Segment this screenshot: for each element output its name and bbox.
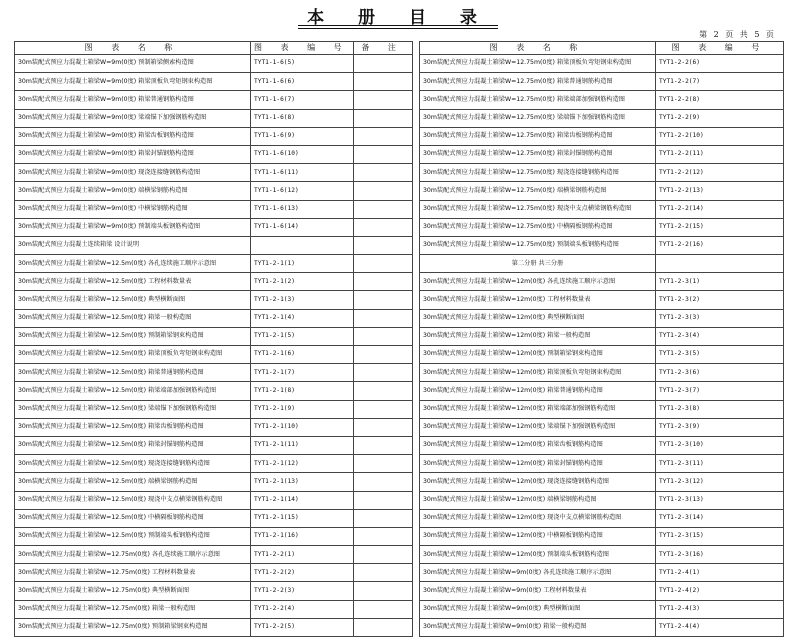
- right-cell-code: TYT1-2-3(7): [656, 382, 784, 400]
- left-cell-code: TYT1-2-1(2): [251, 273, 354, 291]
- left-cell-note: [353, 527, 412, 545]
- left-cell-name: 30m装配式预应力混凝土箱梁W=9m(0度) 箱梁封锚钢筋构造图: [15, 145, 251, 163]
- left-cell-name: 30m装配式预应力混凝土箱梁W=12.5m(0度) 预制箱梁钢束构造图: [15, 327, 251, 345]
- left-cell-name: 30m装配式预应力混凝土箱梁W=9m(0度) 现浇连接缝钢筋构造图: [15, 164, 251, 182]
- table-row: [15, 273, 413, 291]
- right-cell-code: TYT1-2-2(12): [656, 164, 784, 182]
- right-cell-name: 30m装配式预应力混凝土箱梁W=9m(0度) 各孔连续施工顺序示意图: [420, 564, 656, 582]
- left-cell-name: 30m装配式预应力混凝土箱梁W=12.5m(0度) 箱梁顶板负弯矩钢束构造图: [15, 346, 251, 364]
- left-cell-code: TYT1-2-1(11): [251, 436, 354, 454]
- left-cell-name: 30m装配式预应力混凝土箱梁W=12.5m(0度) 箱梁一般构造图: [15, 309, 251, 327]
- table-row: [420, 436, 784, 454]
- right-cell-code: TYT1-2-3(14): [656, 509, 784, 527]
- left-cell-name: 30m装配式预应力混凝土箱梁W=9m(0度) 箱梁顶板负弯矩钢束构造图: [15, 73, 251, 91]
- right-cell-code: TYT1-2-2(6): [656, 55, 784, 73]
- left-cell-note: [353, 200, 412, 218]
- left-cell-note: [353, 546, 412, 564]
- left-cell-note: [353, 73, 412, 91]
- right-cell-name: 30m装配式预应力混凝土箱梁W=12.75m(0度) 预制端头板钢筋构造图: [420, 236, 656, 254]
- right-cell-code: TYT1-2-2(8): [656, 91, 784, 109]
- left-cell-code: TYT1-2-1(14): [251, 491, 354, 509]
- left-cell-code: TYT1-2-1(13): [251, 473, 354, 491]
- left-cell-name: 30m装配式预应力混凝土箱梁W=9m(0度) 预制箱梁侧索构造图: [15, 55, 251, 73]
- table-row: [420, 145, 784, 163]
- left-index-table: [14, 41, 413, 637]
- right-cell-name: 30m装配式预应力混凝土箱梁W=12m(0度) 典型横断面图: [420, 309, 656, 327]
- right-cell-name: 30m装配式预应力混凝土箱梁W=12.75m(0度) 现浇中支点横梁钢筋构造图: [420, 200, 656, 218]
- right-cell-name: 30m装配式预应力混凝土箱梁W=12m(0度) 现浇连接缝钢筋构造图: [420, 473, 656, 491]
- right-cell-name: 30m装配式预应力混凝土箱梁W=12m(0度) 梁端锚下加强钢筋构造图: [420, 418, 656, 436]
- table-row: [420, 218, 784, 236]
- left-cell-note: [353, 582, 412, 600]
- left-cell-code: TYT1-2-1(5): [251, 327, 354, 345]
- left-cell-name: 30m装配式预应力混凝土箱梁W=12.75m(0度) 各孔连续施工顺序示意图: [15, 546, 251, 564]
- left-cell-name: 30m装配式预应力混凝土箱梁W=9m(0度) 梁端锚下加强钢筋构造图: [15, 109, 251, 127]
- table-row: [15, 600, 413, 618]
- left-cell-note: [353, 364, 412, 382]
- left-cell-note: [353, 600, 412, 618]
- left-cell-name: 30m装配式预应力混凝土箱梁W=9m(0度) 中横梁钢筋构造图: [15, 200, 251, 218]
- left-cell-code: TYT1-1-6(12): [251, 182, 354, 200]
- table-row: [15, 55, 413, 73]
- table-row: [15, 364, 413, 382]
- title-underline-2: [298, 28, 498, 29]
- left-cell-note: [353, 382, 412, 400]
- right-cell-code: TYT1-2-2(14): [656, 200, 784, 218]
- table-row: [15, 91, 413, 109]
- left-cell-name: 30m装配式预应力混凝土箱梁W=12.75m(0度) 箱梁一般构造图: [15, 600, 251, 618]
- right-cell-code: TYT1-2-4(3): [656, 600, 784, 618]
- table-row: [420, 418, 784, 436]
- table-row: [420, 527, 784, 545]
- right-cell-name: 30m装配式预应力混凝土箱梁W=12m(0度) 工程材料数量表: [420, 291, 656, 309]
- table-row: [420, 291, 784, 309]
- table-row: [420, 182, 784, 200]
- left-cell-note: [353, 400, 412, 418]
- left-cell-note: [353, 218, 412, 236]
- right-cell-code: TYT1-2-2(9): [656, 109, 784, 127]
- left-cell-note: [353, 618, 412, 636]
- left-cell-code: TYT1-2-1(8): [251, 382, 354, 400]
- right-cell-name: 30m装配式预应力混凝土箱梁W=12m(0度) 箱梁一般构造图: [420, 327, 656, 345]
- table-row: [420, 618, 784, 636]
- left-header-note: 备 注: [353, 42, 412, 55]
- table-row: [15, 218, 413, 236]
- table-row: [420, 73, 784, 91]
- left-cell-name: 30m装配式预应力混凝土箱梁W=12.5m(0度) 箱梁齿板钢筋构造图: [15, 418, 251, 436]
- table-row: [420, 600, 784, 618]
- left-cell-name: 30m装配式预应力混凝土箱梁W=12.5m(0度) 预制端头板钢筋构造图: [15, 527, 251, 545]
- table-row: [15, 236, 413, 254]
- table-row: [420, 273, 784, 291]
- left-cell-code: TYT1-1-6(10): [251, 145, 354, 163]
- left-cell-code: TYT1-1-6(14): [251, 218, 354, 236]
- table-row: [15, 491, 413, 509]
- left-cell-code: TYT1-2-1(10): [251, 418, 354, 436]
- right-cell-code: TYT1-2-4(2): [656, 582, 784, 600]
- right-cell-code: TYT1-2-4(1): [656, 564, 784, 582]
- left-cell-code: TYT1-2-1(3): [251, 291, 354, 309]
- table-row: [15, 145, 413, 163]
- left-cell-code: [251, 236, 354, 254]
- right-cell-name: 30m装配式预应力混凝土箱梁W=12m(0度) 端横梁钢筋构造图: [420, 491, 656, 509]
- table-row: [15, 618, 413, 636]
- right-header-row: [420, 42, 784, 55]
- table-row: [420, 55, 784, 73]
- right-cell-name: 30m装配式预应力混凝土箱梁W=12.75m(0度) 现浇连接缝钢筋构造图: [420, 164, 656, 182]
- table-row: [15, 200, 413, 218]
- left-cell-note: [353, 491, 412, 509]
- left-cell-name: 30m装配式预应力混凝土箱梁W=12.5m(0度) 箱梁普通钢筋构造图: [15, 364, 251, 382]
- left-cell-code: TYT1-2-2(4): [251, 600, 354, 618]
- left-cell-note: [353, 273, 412, 291]
- left-cell-name: 30m装配式预应力混凝土连续箱梁 设计说明: [15, 236, 251, 254]
- left-cell-code: TYT1-2-1(15): [251, 509, 354, 527]
- left-cell-name: 30m装配式预应力混凝土箱梁W=12.5m(0度) 端横梁钢筋构造图: [15, 473, 251, 491]
- left-cell-note: [353, 127, 412, 145]
- right-cell-name: 30m装配式预应力混凝土箱梁W=12.75m(0度) 梁端锚下加强钢筋构造图: [420, 109, 656, 127]
- table-row: [15, 436, 413, 454]
- right-cell-name: 第二分册 共三分册: [420, 255, 656, 273]
- right-cell-code: TYT1-2-3(6): [656, 364, 784, 382]
- left-cell-name: 30m装配式预应力混凝土箱梁W=12.5m(0度) 现浇连接缝钢筋构造图: [15, 455, 251, 473]
- table-row: [15, 473, 413, 491]
- right-cell-name: 30m装配式预应力混凝土箱梁W=12m(0度) 箱梁普通钢筋构造图: [420, 382, 656, 400]
- left-cell-note: [353, 455, 412, 473]
- right-cell-code: TYT1-2-3(15): [656, 527, 784, 545]
- table-row: [420, 564, 784, 582]
- right-cell-name: 30m装配式预应力混凝土箱梁W=12m(0度) 现浇中支点横梁钢筋构造图: [420, 509, 656, 527]
- right-cell-code: TYT1-2-3(1): [656, 273, 784, 291]
- table-row: [15, 327, 413, 345]
- right-cell-name: 30m装配式预应力混凝土箱梁W=12m(0度) 预制端头板钢筋构造图: [420, 546, 656, 564]
- title-underline: [298, 25, 498, 26]
- table-row: [15, 527, 413, 545]
- right-cell-name: 30m装配式预应力混凝土箱梁W=12m(0度) 中横隔板钢筋构造图: [420, 527, 656, 545]
- left-cell-note: [353, 145, 412, 163]
- right-cell-name: 30m装配式预应力混凝土箱梁W=12m(0度) 箱梁封锚钢筋构造图: [420, 455, 656, 473]
- left-cell-name: 30m装配式预应力混凝土箱梁W=12.5m(0度) 箱梁端部加强钢筋构造图: [15, 382, 251, 400]
- table-row: [420, 473, 784, 491]
- left-cell-code: TYT1-2-2(2): [251, 564, 354, 582]
- table-row: [15, 509, 413, 527]
- left-cell-note: [353, 255, 412, 273]
- table-row: [15, 182, 413, 200]
- right-cell-code: TYT1-2-3(4): [656, 327, 784, 345]
- table-row: [15, 382, 413, 400]
- table-row: [15, 291, 413, 309]
- left-cell-code: TYT1-1-6(9): [251, 127, 354, 145]
- left-cell-code: TYT1-2-1(9): [251, 400, 354, 418]
- left-cell-code: TYT1-2-2(1): [251, 546, 354, 564]
- right-cell-code: TYT1-2-3(2): [656, 291, 784, 309]
- left-cell-code: TYT1-1-6(7): [251, 91, 354, 109]
- left-cell-name: 30m装配式预应力混凝土箱梁W=9m(0度) 端横梁钢筋构造图: [15, 182, 251, 200]
- page-info: 第 2 页 共 5 页: [699, 30, 776, 39]
- table-row: [420, 546, 784, 564]
- left-cell-note: [353, 109, 412, 127]
- table-row: [15, 455, 413, 473]
- table-row: [15, 309, 413, 327]
- table-row: [15, 418, 413, 436]
- table-row: [420, 255, 784, 273]
- table-row: [15, 346, 413, 364]
- right-cell-code: TYT1-2-2(15): [656, 218, 784, 236]
- left-cell-name: 30m装配式预应力混凝土箱梁W=12.75m(0度) 工程材料数量表: [15, 564, 251, 582]
- left-cell-name: 30m装配式预应力混凝土箱梁W=12.75m(0度) 预制箱梁钢束构造图: [15, 618, 251, 636]
- table-row: [420, 346, 784, 364]
- right-cell-code: TYT1-2-3(5): [656, 346, 784, 364]
- right-cell-code: TYT1-2-2(16): [656, 236, 784, 254]
- right-cell-name: 30m装配式预应力混凝土箱梁W=12m(0度) 预制箱梁钢束构造图: [420, 346, 656, 364]
- right-cell-name: 30m装配式预应力混凝土箱梁W=9m(0度) 工程材料数量表: [420, 582, 656, 600]
- left-cell-name: 30m装配式预应力混凝土箱梁W=9m(0度) 预制端头板钢筋构造图: [15, 218, 251, 236]
- table-row: [420, 400, 784, 418]
- table-row: [15, 564, 413, 582]
- table-row: [15, 546, 413, 564]
- left-cell-name: 30m装配式预应力混凝土箱梁W=12.5m(0度) 工程材料数量表: [15, 273, 251, 291]
- left-cell-code: TYT1-2-1(4): [251, 309, 354, 327]
- table-row: [420, 164, 784, 182]
- left-cell-note: [353, 327, 412, 345]
- table-row: [420, 309, 784, 327]
- left-cell-note: [353, 418, 412, 436]
- table-row: [420, 327, 784, 345]
- left-cell-note: [353, 182, 412, 200]
- left-cell-note: [353, 164, 412, 182]
- right-cell-name: 30m装配式预应力混凝土箱梁W=12.75m(0度) 端横梁钢筋构造图: [420, 182, 656, 200]
- table-row: [15, 109, 413, 127]
- table-row: [420, 91, 784, 109]
- left-cell-code: TYT1-1-6(11): [251, 164, 354, 182]
- right-cell-name: 30m装配式预应力混凝土箱梁W=12.75m(0度) 箱梁顶板负弯矩钢束构造图: [420, 55, 656, 73]
- left-header-code: 图 表 编 号: [251, 42, 354, 55]
- right-cell-code: TYT1-2-2(7): [656, 73, 784, 91]
- right-cell-name: 30m装配式预应力混凝土箱梁W=12.75m(0度) 中横隔板钢筋构造图: [420, 218, 656, 236]
- table-row: [420, 455, 784, 473]
- left-cell-note: [353, 309, 412, 327]
- table-row: [420, 127, 784, 145]
- left-cell-note: [353, 236, 412, 254]
- right-cell-code: TYT1-2-2(11): [656, 145, 784, 163]
- table-row: [420, 382, 784, 400]
- left-cell-name: 30m装配式预应力混凝土箱梁W=12.5m(0度) 梁端锚下加强钢筋构造图: [15, 400, 251, 418]
- table-row: [15, 73, 413, 91]
- right-cell-code: TYT1-2-3(8): [656, 400, 784, 418]
- right-cell-name: 30m装配式预应力混凝土箱梁W=12m(0度) 各孔连续施工顺序示意图: [420, 273, 656, 291]
- left-cell-name: 30m装配式预应力混凝土箱梁W=9m(0度) 箱梁齿板钢筋构造图: [15, 127, 251, 145]
- left-cell-note: [353, 473, 412, 491]
- right-cell-name: 30m装配式预应力混凝土箱梁W=12m(0度) 箱梁顶板负弯矩钢束构造图: [420, 364, 656, 382]
- left-cell-name: 30m装配式预应力混凝土箱梁W=12.5m(0度) 典型横断面图: [15, 291, 251, 309]
- right-cell-code: TYT1-2-3(3): [656, 309, 784, 327]
- right-cell-name: 30m装配式预应力混凝土箱梁W=12m(0度) 箱梁齿板钢筋构造图: [420, 436, 656, 454]
- left-cell-code: TYT1-1-6(5): [251, 55, 354, 73]
- left-cell-note: [353, 346, 412, 364]
- left-cell-note: [353, 55, 412, 73]
- right-cell-code: TYT1-2-2(13): [656, 182, 784, 200]
- right-cell-name: 30m装配式预应力混凝土箱梁W=9m(0度) 箱梁一般构造图: [420, 618, 656, 636]
- right-index-table: [419, 41, 784, 637]
- left-cell-note: [353, 291, 412, 309]
- right-cell-code: TYT1-2-2(10): [656, 127, 784, 145]
- left-cell-code: TYT1-2-2(3): [251, 582, 354, 600]
- left-cell-name: 30m装配式预应力混凝土箱梁W=12.5m(0度) 各孔连续施工顺序示意图: [15, 255, 251, 273]
- left-cell-note: [353, 509, 412, 527]
- left-cell-note: [353, 436, 412, 454]
- left-cell-code: TYT1-2-2(5): [251, 618, 354, 636]
- right-cell-code: TYT1-2-3(10): [656, 436, 784, 454]
- left-cell-code: TYT1-1-6(8): [251, 109, 354, 127]
- left-cell-name: 30m装配式预应力混凝土箱梁W=12.5m(0度) 现浇中支点横梁钢筋构造图: [15, 491, 251, 509]
- right-cell-code: TYT1-2-3(9): [656, 418, 784, 436]
- right-cell-name: 30m装配式预应力混凝土箱梁W=12.75m(0度) 箱梁封锚钢筋构造图: [420, 145, 656, 163]
- table-row: [15, 400, 413, 418]
- left-cell-name: 30m装配式预应力混凝土箱梁W=12.5m(0度) 箱梁封锚钢筋构造图: [15, 436, 251, 454]
- left-cell-code: TYT1-1-6(6): [251, 73, 354, 91]
- right-cell-name: 30m装配式预应力混凝土箱梁W=12.75m(0度) 箱梁普通钢筋构造图: [420, 73, 656, 91]
- document-title: 本 册 目 录: [307, 8, 491, 28]
- table-row: [420, 364, 784, 382]
- right-cell-code: TYT1-2-3(13): [656, 491, 784, 509]
- left-cell-code: TYT1-1-6(13): [251, 200, 354, 218]
- table-row: [420, 491, 784, 509]
- right-cell-name: 30m装配式预应力混凝土箱梁W=12m(0度) 箱梁端部加强钢筋构造图: [420, 400, 656, 418]
- left-cell-code: TYT1-2-1(12): [251, 455, 354, 473]
- right-cell-name: 30m装配式预应力混凝土箱梁W=9m(0度) 典型横断面图: [420, 600, 656, 618]
- left-cell-name: 30m装配式预应力混凝土箱梁W=12.75m(0度) 典型横断面图: [15, 582, 251, 600]
- left-cell-note: [353, 564, 412, 582]
- left-header-row: [15, 42, 413, 55]
- table-row: [420, 109, 784, 127]
- right-cell-code: TYT1-2-3(11): [656, 455, 784, 473]
- right-cell-code: [656, 255, 784, 273]
- right-cell-code: TYT1-2-4(4): [656, 618, 784, 636]
- table-row: [15, 127, 413, 145]
- right-header-code: 图 表 编 号: [656, 42, 784, 55]
- left-cell-code: TYT1-2-1(7): [251, 364, 354, 382]
- table-row: [15, 255, 413, 273]
- table-row: [420, 582, 784, 600]
- table-row: [420, 509, 784, 527]
- right-cell-code: TYT1-2-3(16): [656, 546, 784, 564]
- table-row: [420, 236, 784, 254]
- right-cell-name: 30m装配式预应力混凝土箱梁W=12.75m(0度) 箱梁端部加强钢筋构造图: [420, 91, 656, 109]
- left-cell-code: TYT1-2-1(1): [251, 255, 354, 273]
- right-cell-code: TYT1-2-3(12): [656, 473, 784, 491]
- left-cell-code: TYT1-2-1(6): [251, 346, 354, 364]
- left-header-name: 图 表 名 称: [15, 42, 251, 55]
- table-row: [15, 164, 413, 182]
- table-row: [420, 200, 784, 218]
- right-header-name: 图 表 名 称: [420, 42, 656, 55]
- left-cell-name: 30m装配式预应力混凝土箱梁W=12.5m(0度) 中横隔板钢筋构造图: [15, 509, 251, 527]
- table-row: [15, 582, 413, 600]
- left-cell-name: 30m装配式预应力混凝土箱梁W=9m(0度) 箱梁普通钢筋构造图: [15, 91, 251, 109]
- left-cell-note: [353, 91, 412, 109]
- left-cell-code: TYT1-2-1(16): [251, 527, 354, 545]
- right-cell-name: 30m装配式预应力混凝土箱梁W=12.75m(0度) 箱梁齿板钢筋构造图: [420, 127, 656, 145]
